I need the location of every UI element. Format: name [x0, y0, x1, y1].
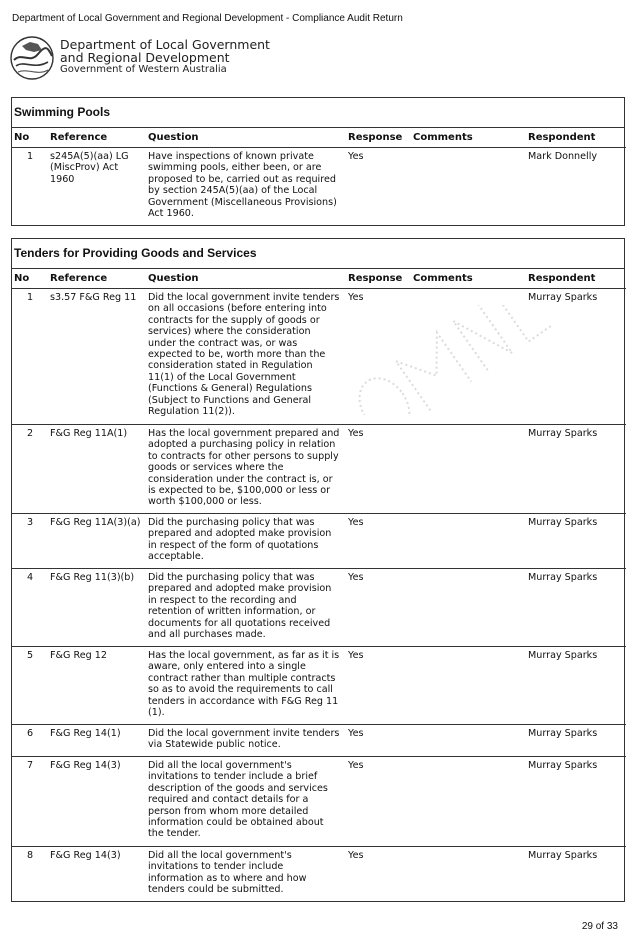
- row-comments: [411, 647, 526, 725]
- column-header-reference: Reference: [48, 269, 146, 289]
- column-header-respondent: Respondent: [526, 128, 626, 148]
- row-response: Yes: [346, 725, 411, 757]
- row-response: Yes: [346, 289, 411, 425]
- table-header-row: [12, 269, 626, 289]
- row-no: 8: [26, 850, 34, 861]
- row-reference: F&G Reg 11A(1): [48, 425, 146, 514]
- row-no: 5: [12, 647, 48, 725]
- row-respondent: Murray Sparks: [526, 289, 626, 425]
- column-header-response: Response: [346, 269, 411, 289]
- wa-crest-icon: [8, 34, 56, 82]
- row-no: 4: [12, 569, 48, 647]
- row-question: Did all the local government's invitations to tender include a brief description of the goods and services required and contact details for a person from whom more detailed information could be obtained about the tender.: [146, 757, 346, 847]
- row-no: 1: [12, 289, 48, 425]
- row-respondent: Murray Sparks: [526, 514, 626, 569]
- column-header-reference: Reference: [48, 128, 146, 148]
- row-question: Have inspections of known private swimming pools, either been, or are proposed to be, carried out as required by section 245A(5)(aa) of the Local Government (Miscellaneous Provisions) Act 1960.: [148, 151, 337, 220]
- row-reference: F&G Reg 14(3): [50, 850, 121, 861]
- row-comments: [411, 725, 526, 757]
- table-row: [12, 647, 626, 725]
- row-comments: [411, 847, 526, 901]
- row-no: 7: [12, 757, 48, 847]
- row-response: Yes: [346, 425, 411, 514]
- row-response: Yes: [346, 757, 411, 847]
- row-reference: F&G Reg 11(3)(b): [48, 569, 146, 647]
- section-swimming-pools: [11, 97, 625, 226]
- column-header-comments: Comments: [411, 269, 526, 289]
- row-comments: [411, 289, 526, 425]
- row-reference: F&G Reg 14(3): [48, 757, 146, 847]
- row-response: Yes: [348, 151, 364, 162]
- row-respondent: Murray Sparks: [526, 725, 626, 757]
- column-header-question: Question: [146, 269, 346, 289]
- row-respondent: Murray Sparks: [526, 757, 626, 847]
- logo-line-1: Department of Local Government: [60, 37, 270, 52]
- tenders-table: [12, 269, 626, 901]
- row-comments: [411, 148, 526, 225]
- row-respondent: Murray Sparks: [526, 425, 626, 514]
- department-logo: [8, 34, 308, 84]
- row-reference: s245A(5)(aa) LG (MiscProv) Act 1960: [50, 151, 129, 185]
- row-no: 1: [26, 151, 34, 162]
- row-question: Did the purchasing policy that was prepared and adopted make provision in respect of the form of quotations acceptable.: [146, 514, 346, 569]
- row-comments: [411, 569, 526, 647]
- table-row: [12, 847, 626, 901]
- section-title: Tenders for Providing Goods and Services: [12, 239, 624, 269]
- column-header-respondent: Respondent: [526, 269, 626, 289]
- row-no: 2: [12, 425, 48, 514]
- row-reference: F&G Reg 11A(3)(a): [48, 514, 146, 569]
- row-no: 3: [12, 514, 48, 569]
- row-response: Yes: [346, 569, 411, 647]
- logo-line-3: Government of Western Australia: [60, 64, 227, 75]
- table-row: [12, 148, 626, 225]
- section-title: Swimming Pools: [12, 98, 624, 128]
- table-header-row: [12, 128, 626, 148]
- row-question: Did the purchasing policy that was prepared and adopted make provision in respect to the recording and retention of written information, or documents for all quotations received and all purchases made.: [146, 569, 346, 647]
- row-respondent: Murray Sparks: [528, 850, 598, 861]
- section-tenders: [11, 238, 625, 902]
- table-row: [12, 425, 626, 514]
- row-question: Did the local government invite tenders on all occasions (before entering into contracts for the supply of goods or services) where the consideration under the contract was, or was expected to be, worth more than the consideration stated in Regulation 11(1) of the Local Government (Functions & General) Regulations (Subject to Functions and General Regulation 11(2)).: [146, 289, 346, 425]
- row-response: Yes: [346, 514, 411, 569]
- table-row: [12, 289, 626, 425]
- page-number: 29 of 33: [581, 921, 618, 932]
- row-comments: [411, 514, 526, 569]
- row-response: Yes: [348, 850, 364, 861]
- column-header-question: Question: [146, 128, 346, 148]
- row-question: Did all the local government's invitations to tender include information as to where and how tenders could be submitted.: [148, 850, 307, 896]
- row-respondent: Mark Donnelly: [528, 151, 598, 162]
- table-row: [12, 757, 626, 847]
- row-comments: [411, 757, 526, 847]
- table-row: [12, 514, 626, 569]
- row-no: 6: [12, 725, 48, 757]
- swimming-pools-table: [12, 128, 626, 225]
- row-question: Has the local government, as far as it is aware, only entered into a single contract rather than multiple contracts so as to avoid the requirements to call tenders in accordance with F&G Reg 11 (1).: [146, 647, 346, 725]
- column-header-comments: Comments: [411, 128, 526, 148]
- table-row: [12, 725, 626, 757]
- row-reference: s3.57 F&G Reg 11: [48, 289, 146, 425]
- column-header-no: No: [12, 269, 48, 289]
- column-header-no: No: [12, 128, 48, 148]
- row-reference: F&G Reg 14(1): [48, 725, 146, 757]
- column-header-response: Response: [346, 128, 411, 148]
- row-respondent: Murray Sparks: [526, 647, 626, 725]
- row-reference: F&G Reg 12: [48, 647, 146, 725]
- row-comments: [411, 425, 526, 514]
- document-header: Department of Local Government and Regional Development - Compliance Audit Return: [12, 13, 403, 24]
- logo-line-2: and Regional Development: [60, 50, 230, 65]
- row-question: Did the local government invite tenders via Statewide public notice.: [146, 725, 346, 757]
- row-response: Yes: [346, 647, 411, 725]
- row-question: Has the local government prepared and adopted a purchasing policy in relation to contracts for other persons to supply goods or services where the consideration under the contract is, or is expected to be, $100,000 or less or worth $100,000 or less.: [146, 425, 346, 514]
- row-respondent: Murray Sparks: [526, 569, 626, 647]
- table-row: [12, 569, 626, 647]
